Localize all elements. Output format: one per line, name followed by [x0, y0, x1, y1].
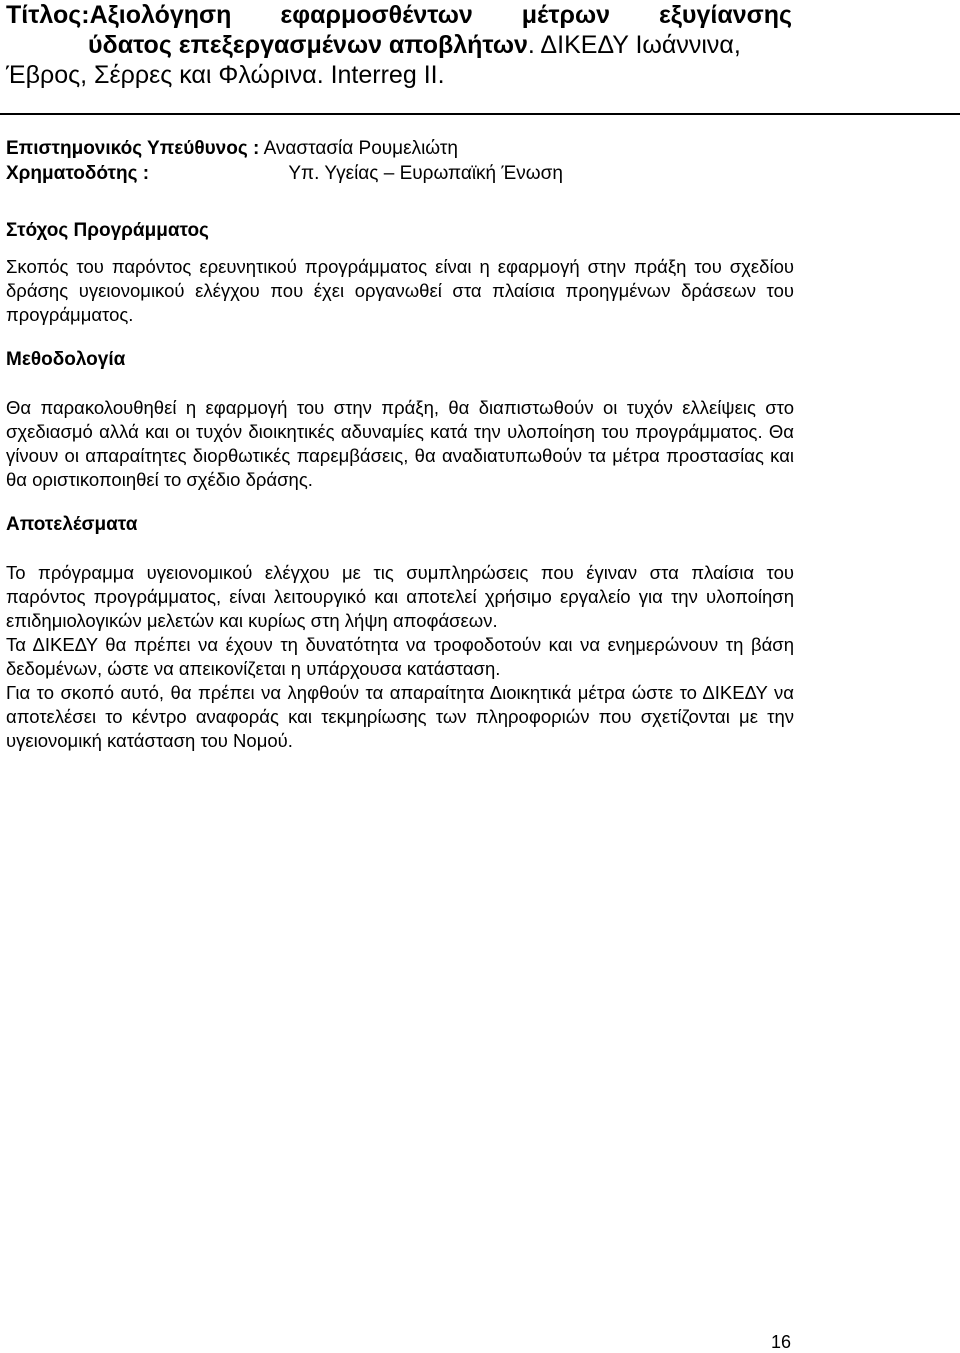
funder-label: Χρηματοδότης :	[6, 163, 150, 184]
results-text	[6, 561, 794, 753]
title-line-2: ύδατος επεξεργασμένων αποβλήτων. ΔΙΚΕΔΥ Ιωάννινα,	[88, 31, 741, 59]
title-line-3: Έβρος, Σέρρες και Φλώρινα. Interreg II.	[6, 61, 445, 89]
supervisor-row	[6, 136, 563, 161]
supervisor-label: Επιστημονικός Υπεύθυνος :	[6, 138, 260, 159]
title-word: μέτρων	[521, 1, 610, 29]
page-number: 16	[771, 1332, 792, 1352]
methodology-heading: Μεθοδολογία	[6, 349, 126, 370]
title-word: εφαρμοσθέντων	[280, 1, 473, 29]
results-paragraph: Το πρόγραμμα υγειονομικού ελέγχου με τις συμπληρώσεις που έγιναν στα πλαίσια του παρόντος προγράμματος, είναι λειτουργικό και αποτελεί χρήσιμο εργαλείο για την υλοποίηση επιδημιολογικών μελετών και κυρίως στη λήψη αποφάσεων.	[6, 562, 794, 631]
objective-heading: Στόχος Προγράμματος	[6, 220, 209, 241]
supervisor-value: Αναστασία Ρουμελιώτη	[263, 138, 458, 159]
horizontal-divider	[0, 113, 960, 115]
project-meta	[6, 136, 563, 186]
document-title	[6, 0, 792, 90]
funder-value: Υπ. Υγείας – Ευρωπαϊκή Ένωση	[288, 163, 563, 184]
methodology-text: Θα παρακολουθηθεί η εφαρμογή του στην πράξη, θα διαπιστωθούν οι τυχόν ελλείψεις στο σχεδιασμό αλλά και οι τυχόν διοικητικές αδυναμίες κατά την υλοποίηση του προγράμματος. Θα γίνουν οι απαραίτητες διορθωτικές παρεμβάσεις, θα αναδιατυπωθούν τα μέτρα προστασίας και θα οριστικοποιηθεί το σχέδιο δράσης.	[6, 397, 794, 490]
title-label: Τίτλος:	[6, 1, 90, 29]
funder-row	[6, 161, 563, 186]
results-heading: Αποτελέσματα	[6, 514, 138, 535]
results-paragraph: Τα ΔΙΚΕΔΥ θα πρέπει να έχουν τη δυνατότητα να τροφοδοτούν και να ενημερώνουν τη βάση δεδομένων, ώστε να απεικονίζεται η υπάρχουσα κατάσταση.	[6, 634, 794, 679]
title-line-1	[6, 0, 792, 30]
title-word: εξυγίανσης	[658, 1, 792, 29]
results-paragraph: Για το σκοπό αυτό, θα πρέπει να ληφθούν τα απαραίτητα Διοικητικά μέτρα ώστε το ΔΙΚΕΔΥ να αποτελέσει το κέντρο αναφοράς και τεκμηρίωσης των πληροφοριών που σχετίζονται με την υγειονομική κατάσταση του Νομού.	[6, 682, 794, 751]
title-word: Αξιολόγηση	[89, 1, 232, 29]
objective-text: Σκοπός του παρόντος ερευνητικού προγράμματος είναι η εφαρμογή στην πράξη του σχεδίου δράσης υγειονομικού ελέγχου που έχει οργανωθεί στα πλαίσια προηγμένων δράσεων του προγράμματος.	[6, 256, 794, 325]
